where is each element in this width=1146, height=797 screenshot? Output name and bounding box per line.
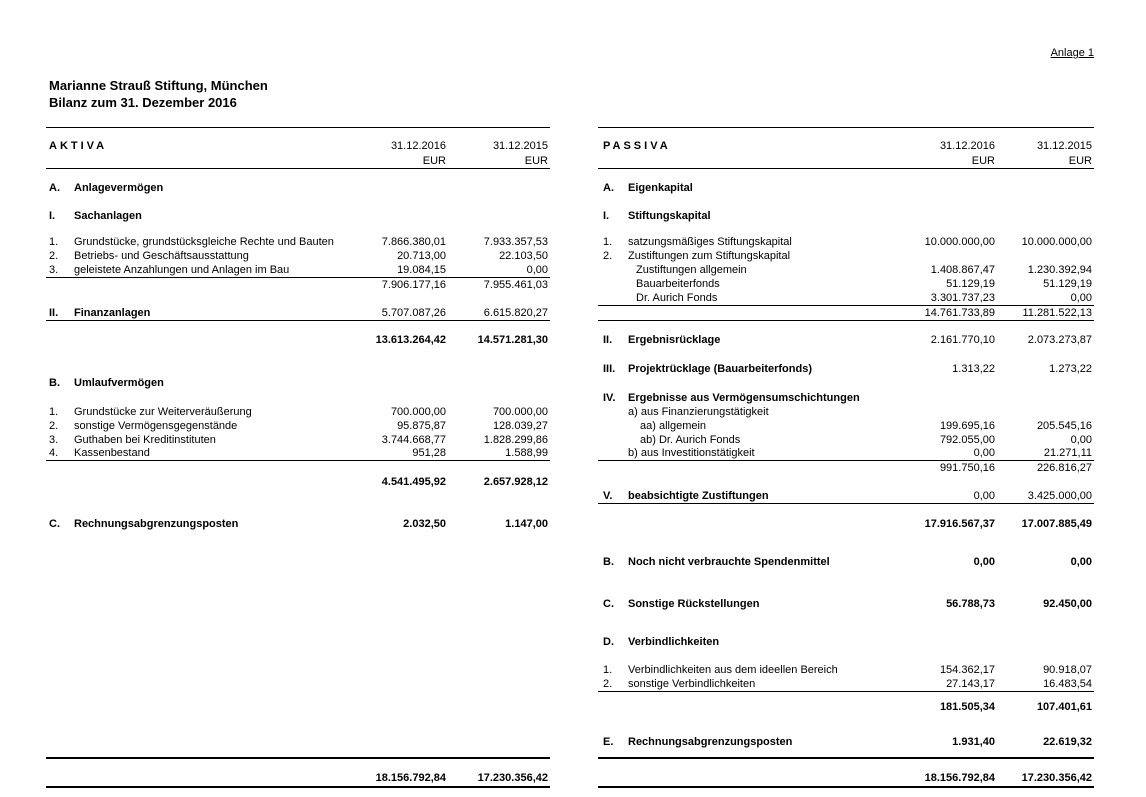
passiva-d1-num: 1. (603, 664, 613, 676)
aktiva-r2-v2: 22.103,50 (499, 250, 548, 262)
aktiva-B-total-v2: 2.657.928,12 (483, 476, 548, 488)
passiva-p2b-v2: 51.129,19 (1043, 278, 1092, 290)
passiva-II-label: Ergebnisrücklage (628, 334, 721, 346)
aktiva-r3-num: 3. (49, 264, 59, 276)
aktiva-sub1-v2: 7.955.461,03 (483, 279, 548, 291)
aktiva-r2-num: 2. (49, 250, 59, 262)
passiva-p2a-v2: 1.230.392,94 (1027, 264, 1092, 276)
aktiva-r1-v2: 7.933.357,53 (483, 236, 548, 248)
passiva-p2c-label: Dr. Aurich Fonds (636, 292, 718, 304)
aktiva-b2-v1: 95.875,87 (397, 420, 446, 432)
passiva-p2c-v1: 3.301.737,23 (930, 292, 995, 304)
aktiva-b1-v1: 700.000,00 (390, 406, 446, 418)
passiva-B-v2: 0,00 (1070, 556, 1092, 568)
aktiva-umlauf-rule (46, 460, 550, 461)
passiva-I-sub-v1: 14.761.733,89 (924, 307, 995, 319)
aktiva-b1-v2: 700.000,00 (492, 406, 548, 418)
aktiva-b3-v1: 3.744.668,77 (381, 434, 446, 446)
passiva-B-num: B. (603, 556, 614, 568)
aktiva-A-total-v1: 13.613.264,42 (375, 334, 446, 346)
passiva-IVab-v1: 792.055,00 (939, 434, 995, 446)
passiva-IV-rule (598, 460, 1094, 461)
passiva-I-sub-v2: 11.281.522,13 (1022, 307, 1092, 319)
aktiva-II-v2: 6.615.820,27 (483, 307, 548, 319)
passiva-C-v2: 92.450,00 (1043, 598, 1092, 610)
aktiva-b4-label: Kassenbestand (74, 447, 150, 459)
aktiva-unit-2016: EUR (422, 155, 446, 167)
aktiva-b4-num: 4. (49, 447, 59, 459)
passiva-D-total-v2: 107.401,61 (1036, 701, 1092, 713)
aktiva-r2-label: Betriebs- und Geschäftsausstattung (74, 250, 249, 262)
aktiva-b3-label: Guthaben bei Kreditinstituten (74, 434, 216, 446)
aktiva-II-v1: 5.707.087,26 (381, 307, 446, 319)
passiva-III-num: III. (603, 363, 616, 375)
passiva-p2b-label: Bauarbeiterfonds (636, 278, 720, 290)
aktiva-r3-v2: 0,00 (526, 264, 548, 276)
passiva-D-label: Verbindlichkeiten (628, 636, 720, 648)
aktiva-b1-num: 1. (49, 406, 59, 418)
aktiva-I-num: I. (49, 210, 56, 222)
passiva-p1-num: 1. (603, 236, 613, 248)
passiva-p2a-v1: 1.408.867,47 (930, 264, 995, 276)
passiva-D-rule (598, 691, 1094, 692)
passiva-IV-num: IV. (603, 392, 616, 404)
passiva-III-v2: 1.273,22 (1049, 363, 1092, 375)
aktiva-II-num: II. (49, 307, 59, 319)
passiva-d2-v1: 27.143,17 (946, 678, 995, 690)
aktiva-A-num: A. (49, 182, 60, 194)
aktiva-B-num: B. (49, 377, 60, 389)
passiva-IVb-v1: 0,00 (973, 447, 995, 459)
aktiva-r1-num: 1. (49, 236, 59, 248)
passiva-III-label: Projektrücklage (Bauarbeiterfonds) (628, 363, 812, 375)
aktiva-I-label: Sachanlagen (74, 210, 142, 222)
passiva-IVb-v2: 21.271,11 (1043, 447, 1092, 459)
passiva-p1-label: satzungsmäßiges Stiftungskapital (628, 236, 792, 248)
aktiva-b2-num: 2. (49, 420, 59, 432)
aktiva-total-v1: 18.156.792,84 (375, 772, 446, 784)
passiva-C-label: Sonstige Rückstellungen (628, 598, 760, 610)
aktiva-b2-label: sonstige Vermögensgegenstände (74, 420, 238, 432)
passiva-unit-2016: EUR (971, 155, 995, 167)
aktiva-A-label: Anlagevermögen (74, 182, 164, 194)
passiva-p2c-v2: 0,00 (1070, 292, 1092, 304)
passiva-header-rule (598, 168, 1094, 169)
passiva-IVab-v2: 0,00 (1070, 434, 1092, 446)
aktiva-II-label: Finanzanlagen (74, 307, 151, 319)
aktiva-b3-num: 3. (49, 434, 59, 446)
passiva-top-rule (598, 127, 1094, 128)
passiva-D-num: D. (603, 636, 614, 648)
passiva-C-v1: 56.788,73 (946, 598, 995, 610)
aktiva-b3-v2: 1.828.299,86 (483, 434, 548, 446)
aktiva-b2-v2: 128.039,27 (492, 420, 548, 432)
aktiva-r2-v1: 20.713,00 (397, 250, 446, 262)
passiva-II-v2: 2.073.273,87 (1027, 334, 1092, 346)
attachment-label: Anlage 1 (1050, 47, 1094, 59)
passiva-I-num: I. (603, 210, 610, 222)
passiva-V-label: beabsichtigte Zustiftungen (628, 490, 769, 502)
passiva-p2-num: 2. (603, 250, 613, 262)
aktiva-finanzanlagen-rule (46, 320, 550, 321)
passiva-d2-v2: 16.483,54 (1043, 678, 1092, 690)
passiva-IVaa-label: aa) allgemein (640, 420, 707, 432)
passiva-C-num: C. (603, 598, 614, 610)
passiva-p1-v2: 10.000.000,00 (1021, 236, 1092, 248)
passiva-d1-v2: 90.918,07 (1043, 664, 1092, 676)
passiva-unit-2015: EUR (1068, 155, 1092, 167)
passiva-E-label: Rechnungsabgrenzungsposten (628, 736, 793, 748)
passiva-E-v2: 22.619,32 (1043, 736, 1092, 748)
passiva-col-2016: 31.12.2016 (939, 140, 995, 152)
aktiva-unit-2015: EUR (524, 155, 548, 167)
aktiva-total-bottom-rule (46, 786, 550, 788)
passiva-d2-num: 2. (603, 678, 613, 690)
passiva-V-v2: 3.425.000,00 (1027, 490, 1092, 502)
aktiva-B-total-v1: 4.541.495,92 (381, 476, 446, 488)
passiva-total-top-rule (598, 757, 1094, 759)
aktiva-r3-label: geleistete Anzahlungen und Anlagen im Bau (74, 264, 290, 276)
passiva-A-total-v2: 17.007.885,49 (1021, 518, 1092, 530)
passiva-E-v1: 1.931,40 (952, 736, 995, 748)
aktiva-b4-v2: 1.588,99 (505, 447, 548, 459)
passiva-IVaa-v1: 199.695,16 (939, 420, 995, 432)
passiva-p2b-v1: 51.129,19 (946, 278, 995, 290)
passiva-III-v1: 1.313,22 (952, 363, 995, 375)
document-subtitle: Bilanz zum 31. Dezember 2016 (49, 95, 237, 110)
passiva-B-v1: 0,00 (973, 556, 995, 568)
passiva-stiftungskapital-rule (598, 305, 1094, 306)
passiva-V-v1: 0,00 (973, 490, 995, 502)
passiva-I-sub-rule (598, 320, 1094, 321)
passiva-IVa-label: a) aus Finanzierungstätigkeit (628, 406, 769, 418)
passiva-p1-v1: 10.000.000,00 (924, 236, 995, 248)
aktiva-b4-v1: 951,28 (412, 447, 446, 459)
passiva-A-num: A. (603, 182, 614, 194)
aktiva-col-2015: 31.12.2015 (492, 140, 548, 152)
passiva-D-total-v1: 181.505,34 (939, 701, 995, 713)
aktiva-C-v2: 1.147,00 (505, 518, 548, 530)
passiva-IV-sub-v1: 991.750,16 (939, 462, 995, 474)
passiva-IV-label: Ergebnisse aus Vermögensumschichtungen (628, 392, 860, 404)
passiva-V-num: V. (603, 490, 613, 502)
passiva-d1-v1: 154.362,17 (939, 664, 995, 676)
aktiva-total-v2: 17.230.356,42 (477, 772, 548, 784)
aktiva-top-rule (46, 127, 550, 128)
aktiva-b1-label: Grundstücke zur Weiterveräußerung (74, 406, 252, 418)
aktiva-heading: AKTIVA (49, 140, 108, 152)
passiva-A-label: Eigenkapital (628, 182, 693, 194)
aktiva-total-top-rule (46, 757, 550, 759)
passiva-II-v1: 2.161.770,10 (930, 334, 995, 346)
passiva-p2a-label: Zustiftungen allgemein (636, 264, 747, 276)
aktiva-C-label: Rechnungsabgrenzungsposten (74, 518, 239, 530)
aktiva-sub1-v1: 7.906.177,16 (381, 279, 446, 291)
aktiva-C-num: C. (49, 518, 60, 530)
aktiva-sachanlagen-rule (46, 277, 550, 278)
passiva-total-v2: 17.230.356,42 (1021, 772, 1092, 784)
passiva-IVaa-v2: 205.545,16 (1036, 420, 1092, 432)
passiva-B-label: Noch nicht verbrauchte Spendenmittel (628, 556, 830, 568)
aktiva-r1-label: Grundstücke, grundstücksgleiche Rechte und Bauten (74, 236, 334, 248)
passiva-d1-label: Verbindlichkeiten aus dem ideellen Bereich (628, 664, 838, 676)
document-title: Marianne Strauß Stiftung, München (49, 78, 268, 93)
aktiva-r3-v1: 19.084,15 (397, 264, 446, 276)
passiva-total-v1: 18.156.792,84 (924, 772, 995, 784)
passiva-d2-label: sonstige Verbindlichkeiten (628, 678, 756, 690)
aktiva-col-2016: 31.12.2016 (390, 140, 446, 152)
aktiva-A-total-v2: 14.571.281,30 (477, 334, 548, 346)
passiva-A-total-v1: 17.916.567,37 (924, 518, 995, 530)
aktiva-C-v1: 2.032,50 (403, 518, 446, 530)
passiva-IVab-label: ab) Dr. Aurich Fonds (640, 434, 741, 446)
passiva-total-bottom-rule (598, 786, 1094, 788)
passiva-V-rule (598, 503, 1094, 504)
aktiva-r1-v1: 7.866.380,01 (381, 236, 446, 248)
passiva-p2-label: Zustiftungen zum Stiftungskapital (628, 250, 791, 262)
passiva-E-num: E. (603, 736, 614, 748)
passiva-heading: PASSIVA (603, 140, 671, 152)
aktiva-B-label: Umlaufvermögen (74, 377, 164, 389)
aktiva-header-rule (46, 168, 550, 169)
passiva-II-num: II. (603, 334, 613, 346)
passiva-col-2015: 31.12.2015 (1036, 140, 1092, 152)
passiva-IVb-label: b) aus Investitionstätigkeit (628, 447, 755, 459)
passiva-I-label: Stiftungskapital (628, 210, 711, 222)
passiva-IV-sub-v2: 226.816,27 (1036, 462, 1092, 474)
